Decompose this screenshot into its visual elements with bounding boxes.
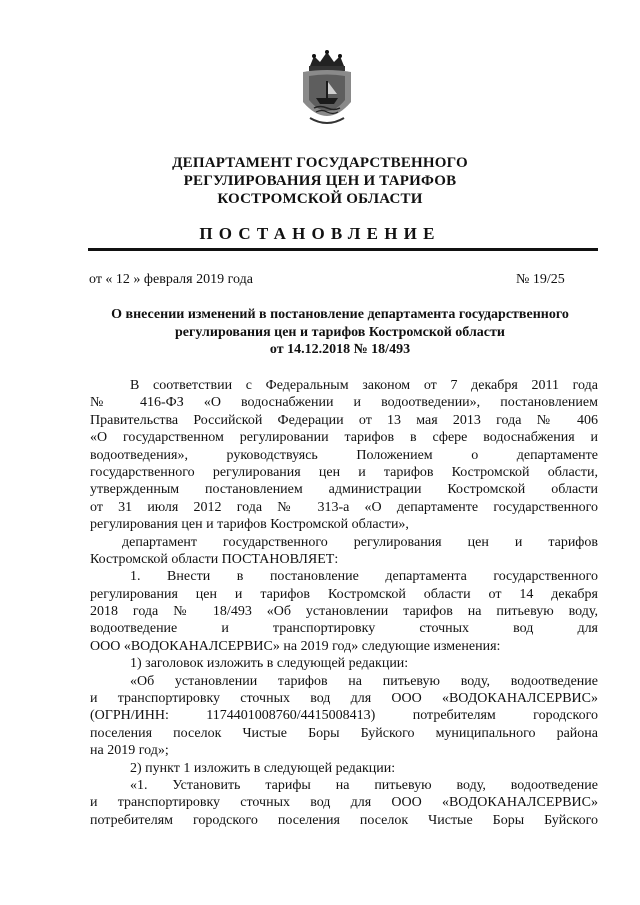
body-line: водоотведения», руководствуясь Положением о департаменте (90, 447, 598, 463)
body-line: от 31 июля 2012 года № 313-а «О департаменте государственного (90, 499, 598, 515)
document-number: № 19/25 (516, 272, 565, 287)
subject-line: О внесении изменений в постановление департамента государственного (111, 307, 569, 322)
document-type-heading: ПОСТАНОВЛЕНИЕ (199, 224, 441, 243)
body-line: на 2019 год»; (90, 743, 169, 759)
body-line: «Об установлении тарифов на питьевую воду, водоотведение (130, 673, 598, 689)
document-date: от « 12 » февраля 2019 года (89, 272, 253, 287)
body-line: Костромской области ПОСТАНОВЛЯЕТ: (90, 551, 339, 567)
body-line: регулирования цен и тарифов Костромской области», (90, 517, 409, 533)
body-line: департамент государственного регулирования цен и тарифов (122, 534, 598, 550)
body-line: В соответствии с Федеральным законом от 7 декабря 2011 года (130, 378, 598, 393)
body-line: ООО «ВОДОКАНАЛСЕРВИС» на 2019 год» следующие изменения: (90, 638, 501, 654)
body-line: № 416-ФЗ «О водоснабжении и водоотведении», постановлением (90, 395, 598, 411)
body-line: 2) пункт 1 изложить в следующей редакции: (130, 760, 396, 776)
department-title-line: ДЕПАРТАМЕНТ ГОСУДАРСТВЕННОГО (172, 155, 468, 171)
department-title-line: КОСТРОМСКОЙ ОБЛАСТИ (217, 191, 423, 207)
body-line: поселения поселок Чистые Боры Буйского муниципального района (90, 725, 598, 741)
body-line: 2018 года № 18/493 «Об установлении тарифов на питьевую воду, (90, 604, 598, 620)
body-line: «О государственном регулировании тарифов в сфере водоснабжения и (90, 430, 598, 446)
body-line: Правительства Российской Федерации от 13 мая 2013 года № 406 (90, 412, 598, 428)
coat-of-arms-icon (300, 50, 354, 130)
department-title-line: РЕГУЛИРОВАНИЯ ЦЕН И ТАРИФОВ (183, 173, 457, 189)
body-line: утвержденным постановлением администрации Костромской области (90, 482, 598, 498)
body-line: 1) заголовок изложить в следующей редакции: (130, 656, 409, 672)
body-line: 1. Внести в постановление департамента государственного (130, 569, 598, 585)
body-line: «1. Установить тарифы на питьевую воду, водоотведение (130, 777, 598, 793)
body-line: потребителям городского поселения поселок Чистые Боры Буйского (90, 812, 598, 828)
body-line: и транспортировку сточных вод для ООО «ВОДОКАНАЛСЕРВИС» (90, 795, 598, 811)
subject-line: регулирования цен и тарифов Костромской области (175, 325, 505, 340)
body-line: водоотведение и транспортировку сточных вод для (90, 621, 598, 637)
subject-line: от 14.12.2018 № 18/493 (269, 342, 411, 357)
header-divider (88, 248, 598, 251)
body-line: (ОГРН/ИНН: 1174401008760/4415008413) потребителям городского (90, 708, 598, 724)
body-line: и транспортировку сточных вод для ООО «ВОДОКАНАЛСЕРВИС» (90, 691, 598, 707)
document-body (90, 377, 598, 829)
body-line: государственного регулирования цен и тарифов Костромской области, (90, 464, 598, 480)
body-line: регулирования цен и тарифов Костромской области от 14 декабря (90, 586, 598, 602)
